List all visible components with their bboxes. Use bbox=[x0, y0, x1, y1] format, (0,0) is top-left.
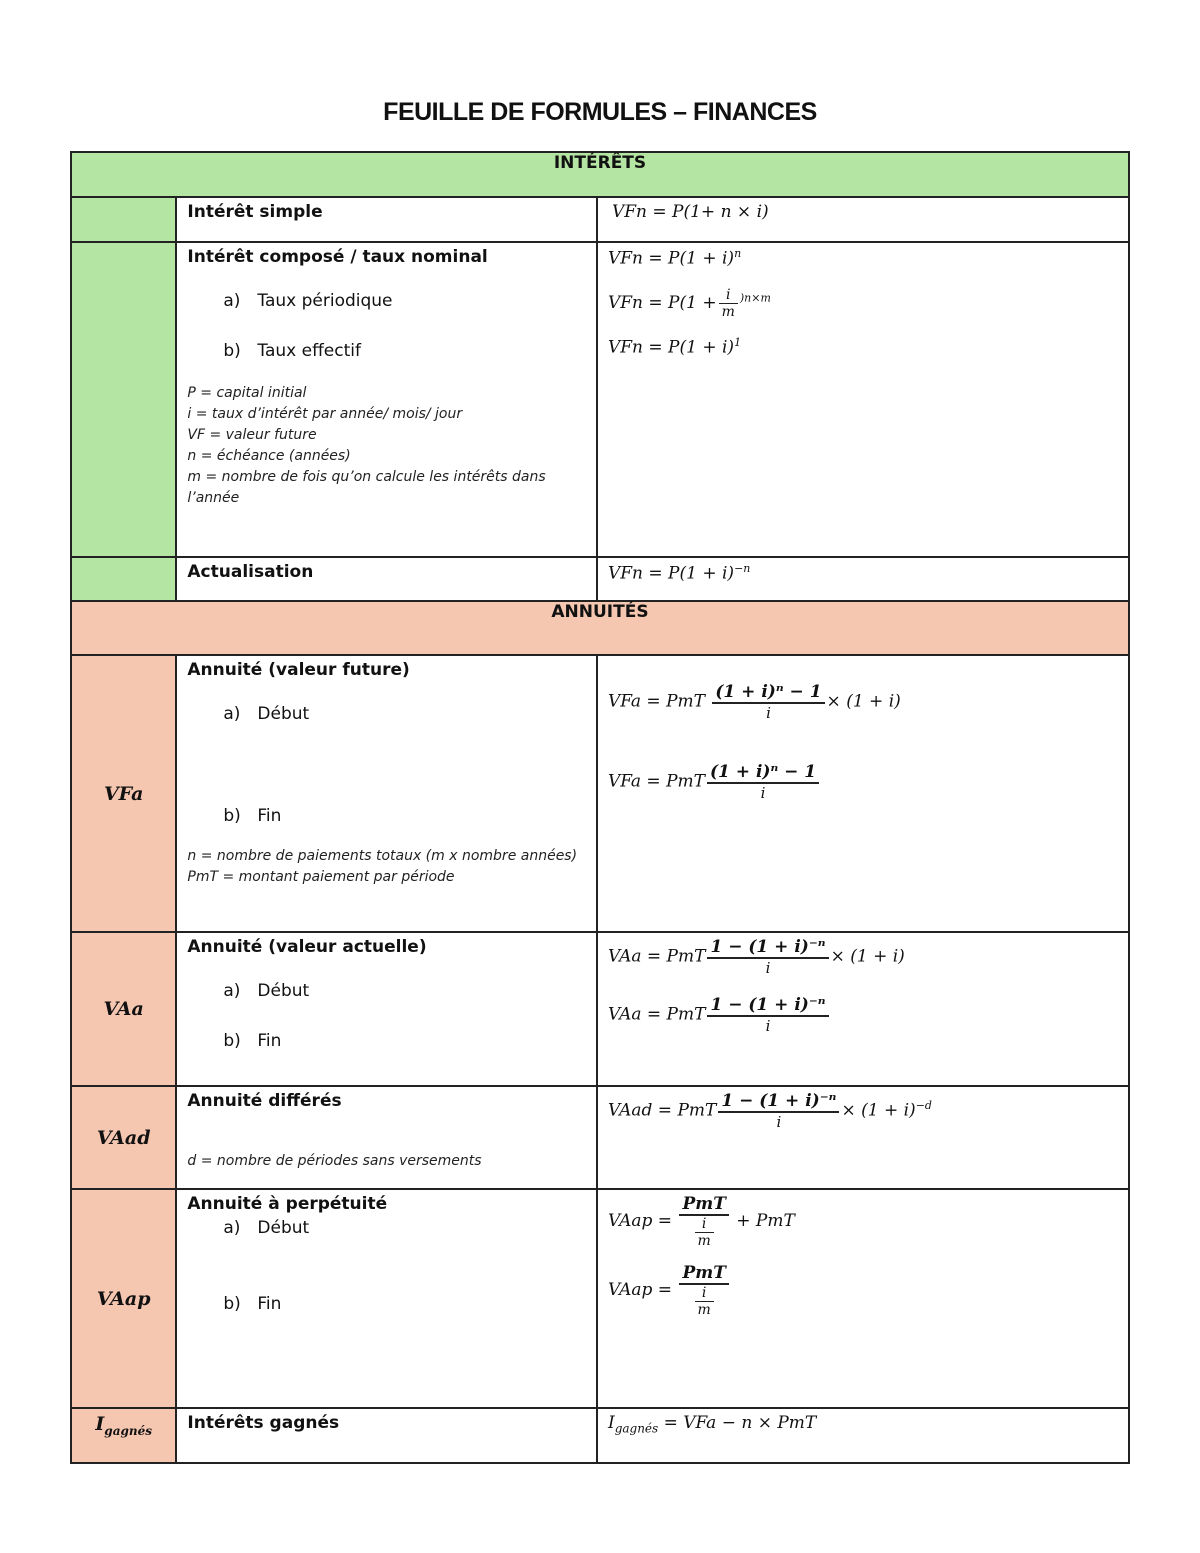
symbol-cell-empty bbox=[71, 557, 176, 601]
note-line: m = nombre de fois qu’on calcule les intérêts dans l’année bbox=[187, 469, 546, 506]
formula-actualisation: VFn = $P(1 + i)^{-n}$ bbox=[607, 562, 751, 584]
item-text: Taux périodique bbox=[257, 291, 393, 311]
label-cell bbox=[176, 655, 597, 932]
row-label: Annuité (valeur actuelle) bbox=[187, 937, 427, 957]
formula-table bbox=[70, 151, 1130, 1464]
label-cell bbox=[176, 1189, 597, 1408]
item-a bbox=[223, 291, 586, 311]
formula-cell bbox=[597, 655, 1129, 932]
label-cell bbox=[176, 932, 597, 1086]
formula-cell bbox=[597, 932, 1129, 1086]
symbol-igagnes: $I_{gagnés}$ bbox=[95, 1413, 152, 1438]
row-interet-compose bbox=[71, 242, 1129, 557]
symbol-cell bbox=[71, 1086, 176, 1189]
row-label: Annuité à perpétuité bbox=[187, 1194, 388, 1214]
row-label: Intérêt simple bbox=[187, 202, 323, 222]
formula-vaa-debut: VAa = PmT $\frac{\text{1 − (1 + i)⁻ⁿ}}{i}$ × (1 + i) bbox=[607, 937, 905, 977]
row-vaad bbox=[71, 1086, 1129, 1189]
formula-compose-1: VFn = $P(1 + i)^n$ bbox=[607, 247, 742, 269]
formula-vaad: VAad = PmT $\frac{\text{1 − (1 + i)⁻ⁿ}}{i}$ × $(1 + i)^{-d}$ bbox=[607, 1091, 932, 1131]
item-b: b) Fin bbox=[223, 1294, 282, 1314]
formula-cell bbox=[597, 1086, 1129, 1189]
label-cell bbox=[176, 1408, 597, 1463]
page-title: FEUILLE DE FORMULES – FINANCES bbox=[383, 98, 817, 126]
row-interets-gagnes bbox=[71, 1408, 1129, 1463]
item-b: b) Fin bbox=[223, 806, 282, 826]
item-a: a) Début bbox=[223, 704, 310, 724]
row-interet-simple bbox=[71, 197, 1129, 242]
item-text: Taux effectif bbox=[257, 341, 361, 361]
formula-igagnes: $I_{gagnés}$ = VFa − n × PmT bbox=[607, 1413, 817, 1436]
note-line: n = échéance (années) bbox=[187, 448, 351, 464]
note-line: d = nombre de périodes sans versements bbox=[187, 1153, 482, 1169]
row-label: Actualisation bbox=[187, 562, 314, 582]
formula-cell bbox=[597, 197, 1129, 242]
row-vfa bbox=[71, 655, 1129, 932]
section-title-annuites: ANNUITÉS bbox=[71, 601, 1129, 655]
row-actualisation bbox=[71, 557, 1129, 601]
formula-compose-3: VFn = $P(1 + i)^1$ bbox=[607, 335, 742, 358]
formula-vaap-fin: VAap = $\frac{\text{PmT}}{\frac{i}{m}}$ bbox=[608, 1263, 1118, 1318]
section-header-interets bbox=[71, 152, 1129, 197]
note-line: PmT = montant paiement par période bbox=[187, 869, 455, 885]
formula-vfa-fin: VFa = PmT $\frac{\text{(1 + i)ⁿ − 1}}{i}$ bbox=[608, 762, 1118, 802]
symbol-cell bbox=[71, 932, 176, 1086]
symbol-cell bbox=[71, 1408, 176, 1463]
formula-vfa-debut: VFa = PmT $\frac{\text{(1 + i)ⁿ − 1}}{i}$ × (1 + i) bbox=[607, 682, 901, 722]
formula-vaa-fin: VAa = PmT $\frac{\text{1 − (1 + i)⁻ⁿ}}{i}$ bbox=[608, 995, 1118, 1035]
symbol-cell bbox=[71, 1189, 176, 1408]
label-cell bbox=[176, 197, 597, 242]
symbol-cell-empty bbox=[71, 242, 176, 557]
symbol-vaa: VAa bbox=[103, 998, 144, 1020]
note-line: i = taux d’intérêt par année/ mois/ jour bbox=[187, 406, 463, 422]
formula-compose-2: VFn = P(1 + $\frac{i}{m}$ $^{)n\times m}$ bbox=[607, 286, 771, 320]
symbol-cell bbox=[71, 655, 176, 932]
note-line: n = nombre de paiements totaux (m x nombre années) bbox=[187, 848, 578, 864]
formula-cell bbox=[597, 1189, 1129, 1408]
label-cell bbox=[176, 557, 597, 601]
item-a: a) Début bbox=[223, 1218, 310, 1238]
formula-cell bbox=[597, 242, 1129, 557]
formula-interet-simple: VFn = P(1+ n × i) bbox=[611, 202, 769, 222]
note-line: VF = valeur future bbox=[187, 427, 317, 443]
section-header-annuites bbox=[71, 601, 1129, 655]
symbol-vaad: VAad bbox=[96, 1126, 151, 1149]
formula-vaap-debut: VAap = $\frac{\text{PmT}}{\frac{i}{m}}$ + PmT bbox=[607, 1194, 795, 1249]
row-vaap bbox=[71, 1189, 1129, 1408]
section-title-interets: INTÉRÊTS bbox=[71, 152, 1129, 197]
row-label: Intérêts gagnés bbox=[187, 1413, 340, 1433]
note-line: P = capital initial bbox=[187, 385, 307, 401]
formula-cell bbox=[597, 1408, 1129, 1463]
item-letter: b) bbox=[223, 341, 241, 361]
symbol-cell-empty bbox=[71, 197, 176, 242]
label-cell bbox=[176, 242, 597, 557]
label-cell bbox=[176, 1086, 597, 1189]
row-label: Annuité différés bbox=[187, 1091, 342, 1111]
symbol-vfa: VFa bbox=[103, 782, 144, 805]
symbol-vaap: VAap bbox=[96, 1287, 151, 1310]
row-vaa bbox=[71, 932, 1129, 1086]
item-b: b) Fin bbox=[223, 1031, 282, 1051]
row-label: Intérêt composé / taux nominal bbox=[187, 247, 488, 267]
item-a: a) Début bbox=[223, 981, 310, 1001]
row-label: Annuité (valeur future) bbox=[187, 660, 410, 680]
item-letter: a) bbox=[223, 291, 241, 311]
item-b bbox=[223, 341, 586, 361]
formula-cell bbox=[597, 557, 1129, 601]
